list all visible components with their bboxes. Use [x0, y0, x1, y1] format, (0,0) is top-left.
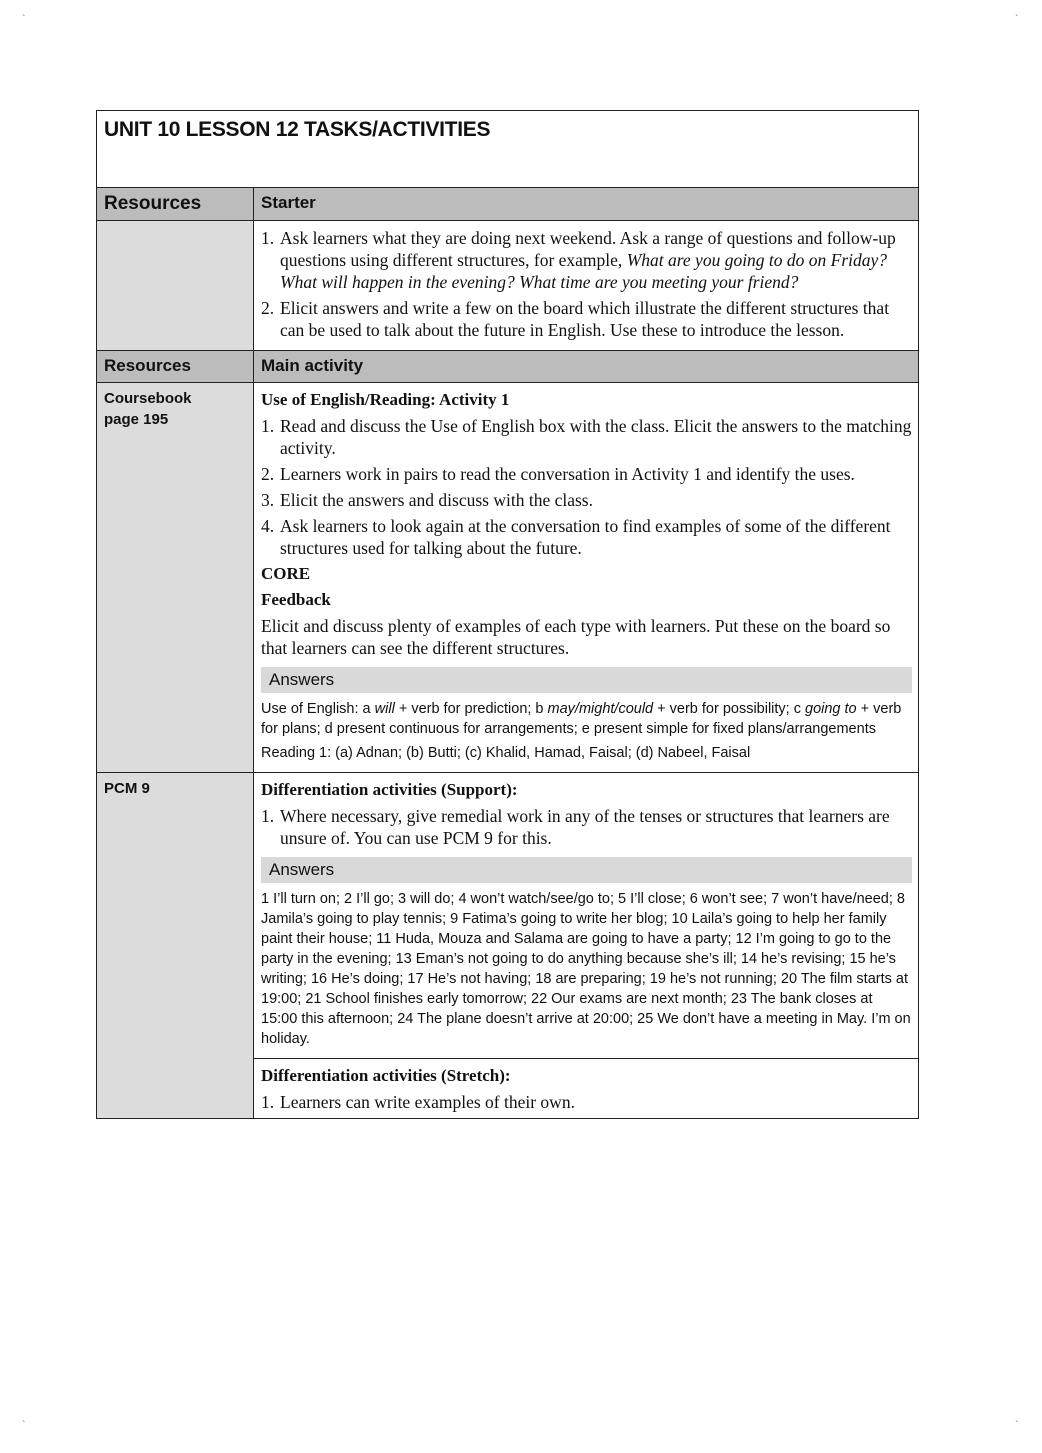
list-item: 1. Learners can write examples of their own. — [261, 1092, 575, 1112]
crop-mark-top-right: ` — [1015, 14, 1019, 25]
support-answers: 1 I’ll turn on; 2 I’ll go; 3 will do; 4 won’t watch/see/go to; 5 I’ll close; 6 won’t see; 7 won’t have/need; 8 Jamila’s going to play tennis; 9 Fatima’s going to write her blog; 10 Laila’s going to help her family paint their house; 11 Huda, Mouza and Salama are going to have a party; 12 I’m going to go to the party in the evening; 13 Eman’s not going to do anything because she’s ill; 14 he’s revising; 15 he’s writing; 16 He’s doing; 17 He’s not having; 18 are preparing; 19 he’s not running; 20 The film starts at 19:00; 21 School finishes early tomorrow; 22 Our exams are next month; 23 The bank closes at 15:00 this afternoon; 24 The plane doesn’t arrive at 20:00; 25 We don’t have a meeting in May. I’m on holiday. — [261, 891, 911, 1047]
resources-header: Resources — [104, 193, 202, 214]
crop-mark-bottom-left: ` — [22, 1420, 26, 1431]
list-item: 2. Elicit answers and write a few on the board which illustrate the different structures that can be used to talk about the future in English. Use these to introduce the lesson. — [261, 298, 890, 340]
lesson-plan-table — [96, 110, 919, 1119]
list-item: 2. Learners work in pairs to read the conversation in Activity 1 and identify the uses. — [261, 464, 855, 484]
main-subhead: Use of English/Reading: Activity 1 — [261, 390, 510, 409]
answers-header: Answers — [261, 857, 912, 883]
main-activity-header: Main activity — [261, 356, 364, 375]
main-resources: Coursebook page 195 — [104, 390, 192, 428]
core-label: CORE — [261, 564, 311, 583]
main-row — [97, 383, 919, 773]
starter-resources-cell — [97, 221, 254, 351]
stretch-list — [261, 1091, 912, 1113]
stretch-subhead: Differentiation activities (Stretch): — [261, 1066, 511, 1085]
main-list — [261, 415, 912, 559]
starter-header-row — [97, 188, 919, 221]
list-item: 1. Where necessary, give remedial work in any of the tenses or structures that learners are unsure of. You can use PCM 9 for this. — [261, 806, 890, 848]
crop-mark-top-left: ` — [22, 14, 26, 25]
support-list — [261, 805, 912, 849]
support-subhead: Differentiation activities (Support): — [261, 780, 518, 799]
list-item: 4. Ask learners to look again at the conversation to find examples of some of the different structures used for talking about the future. — [261, 516, 891, 558]
list-item: 1. Read and discuss the Use of English box with the class. Elicit the answers to the matching activity. — [261, 416, 912, 458]
feedback-text: Elicit and discuss plenty of examples of each type with learners. Put these on the board so that learners can see the different structures. — [261, 616, 891, 658]
resources-header: Resources — [104, 356, 191, 375]
main-header-row — [97, 351, 919, 383]
starter-header: Starter — [261, 193, 316, 212]
starter-list — [261, 227, 912, 341]
list-item: 1. Ask learners what they are doing next weekend. Ask a range of questions and follow-up questions using different structures, for example, What are you going to do on Friday? What will happen in the evening? What time are you meeting your friend? — [261, 228, 896, 292]
answers-header: Answers — [261, 667, 912, 693]
feedback-heading: Feedback — [261, 590, 331, 609]
support-row — [97, 773, 919, 1059]
title-row — [97, 111, 919, 188]
list-item: 3. Elicit the answers and discuss with the class. — [261, 490, 593, 510]
page-title: UNIT 10 LESSON 12 TASKS/ACTIVITIES — [104, 118, 491, 141]
answers-reading: Reading 1: (a) Adnan; (b) Butti; (c) Khalid, Hamad, Faisal; (d) Nabeel, Faisal — [261, 745, 751, 761]
support-resources: PCM 9 — [104, 780, 150, 797]
starter-row — [97, 221, 919, 351]
answers-use-of-english: Use of English: a will + verb for prediction; b may/might/could + verb for possibility; c going to + verb for plans; d present continuous for arrangements; e present simple for fixed plans/arrangements — [261, 701, 902, 737]
crop-mark-bottom-right: ` — [1015, 1420, 1019, 1431]
